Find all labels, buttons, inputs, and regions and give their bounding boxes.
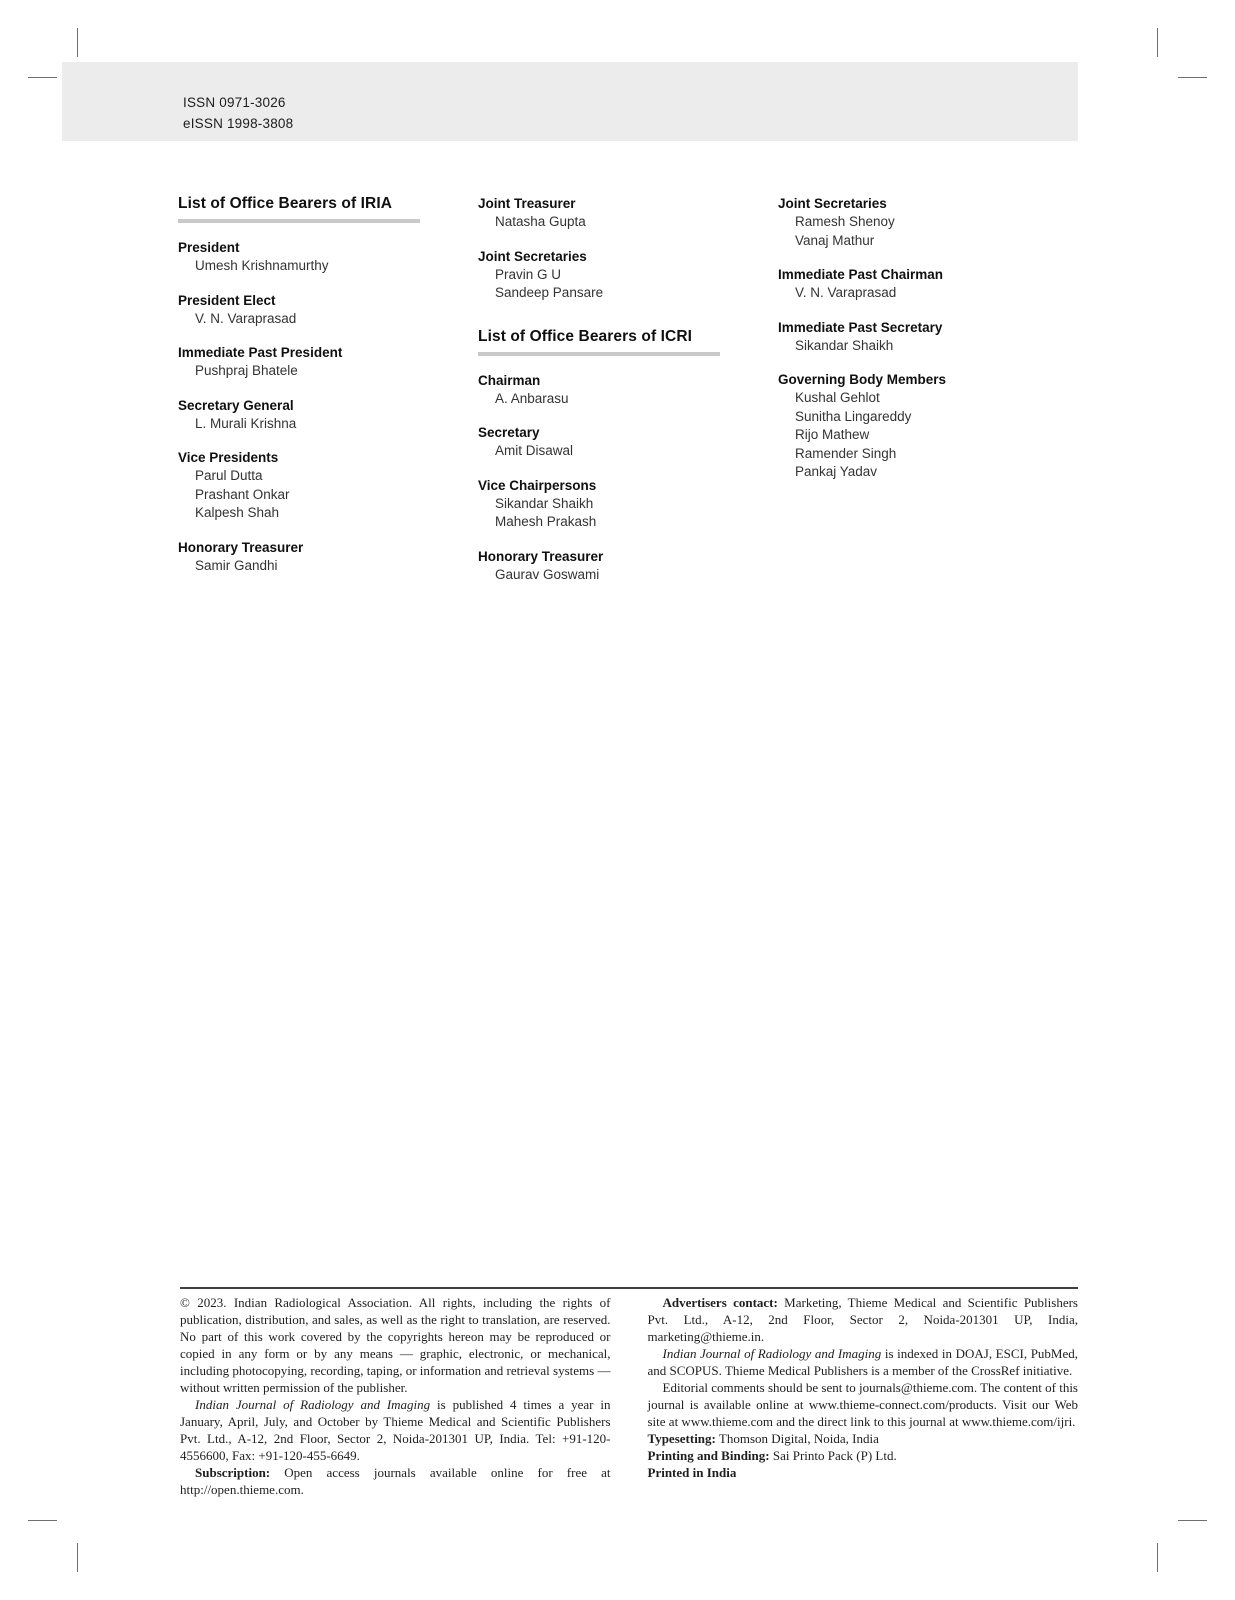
member-name: Kushal Gehlot [795, 390, 880, 405]
footer-text-run: Thomson Digital, Noida, India [715, 1431, 879, 1446]
issn-banner-text [62, 62, 1078, 134]
role-label: Immediate Past Secretary [778, 319, 943, 335]
role-label: Secretary General [178, 397, 294, 413]
footer-text-run: is indexed in DOAJ, ESCI, PubMed, and SCOPUS. Thieme Medical Publishers is a member of the CrossRef initiative. [647, 1346, 1079, 1378]
office-group [478, 371, 720, 409]
crop-mark-bottom-right-horizontal [1178, 1520, 1207, 1521]
role-label: Secretary [478, 425, 540, 440]
footer-paragraph [180, 1294, 611, 1396]
member-name: V. N. Varaprasad [795, 285, 897, 300]
member-name: Parul Dutta [195, 468, 263, 483]
footer-paragraph [648, 1464, 1079, 1481]
section-heading-block [478, 327, 720, 356]
issn-label: ISSN 0971-3026 [183, 95, 286, 110]
member-name: Samir Gandhi [195, 557, 278, 573]
role-label: Governing Body Members [778, 372, 947, 387]
crop-mark-top-right-horizontal [1178, 77, 1207, 78]
member-name: Natasha Gupta [495, 214, 586, 229]
footer-paragraph [648, 1447, 1079, 1464]
office-group [178, 538, 420, 576]
crop-mark-top-left-vertical [77, 28, 78, 57]
member-name: Rijo Mathew [795, 427, 870, 442]
footer-text-run: Open access journals available online for free at http://open.thieme.com. [180, 1465, 611, 1497]
footer-paragraph [648, 1379, 1079, 1430]
role-label: Immediate Past Chairman [778, 267, 944, 282]
footer-paragraph [180, 1464, 611, 1498]
office-group [178, 396, 420, 434]
footer-paragraph [648, 1294, 1079, 1345]
office-group [178, 343, 420, 381]
role-label: Vice Presidents [178, 450, 279, 465]
office-bearers-column [178, 194, 420, 584]
crop-mark-top-right-vertical [1157, 28, 1158, 57]
footer [180, 1294, 1078, 1498]
role-label: Honorary Treasurer [178, 539, 304, 555]
crop-mark-bottom-left-vertical [77, 1543, 78, 1572]
office-group [478, 547, 720, 585]
role-label: Vice Chairpersons [478, 477, 597, 493]
office-group [178, 291, 420, 329]
section-title: List of Office Bearers of IRIA [178, 195, 393, 212]
section-heading-block [178, 194, 420, 223]
footer-col-left [180, 1294, 611, 1498]
office-group [478, 194, 720, 232]
footer-text-run: Subscription: [195, 1465, 271, 1480]
section-title: List of Office Bearers of ICRI [478, 327, 693, 345]
member-name: Sikandar Shaikh [795, 337, 894, 353]
role-label: Chairman [478, 372, 541, 388]
issn-banner [62, 62, 1078, 141]
role-label: Joint Treasurer [478, 196, 576, 211]
office-group [778, 265, 1020, 303]
footer-text-run: Indian Journal of Radiology and Imaging [662, 1346, 882, 1361]
role-label: Joint Secretaries [778, 196, 887, 211]
member-name: Amit Disawal [495, 443, 574, 458]
footer-paragraph [180, 1396, 611, 1464]
section-title-underline [178, 219, 420, 223]
footer-text-run: © 2023. Indian Radiological Association. All rights, including the rights of publication, distribution, and sales, as well as the right to translation, are reserved. No part of this work covered by the copyrights hereon may be reproduced or copied in any form or by any means — graphic, electronic, or mechanical, including photocopying, recording, taping, or information and retrieval systems — without written permission of the publisher. [180, 1295, 611, 1395]
footer-text-run: is published 4 times a year in January, April, July, and October by Thieme Medical and Scientific Publishers Pvt. Ltd., A-12, 2nd Floor, Sector 2, Noida-201301 UP, India. Tel: +91-120-4556600, Fax: +91-120-455-6649. [180, 1397, 611, 1463]
footer-paragraph [648, 1430, 1079, 1447]
office-group [478, 423, 720, 461]
member-name: Sunitha Lingareddy [795, 408, 912, 424]
member-name: V. N. Varaprasad [195, 310, 297, 326]
role-label: Immediate Past President [178, 345, 343, 360]
member-name: Kalpesh Shah [195, 505, 280, 520]
member-name: A. Anbarasu [495, 390, 569, 406]
footer-divider [180, 1287, 1078, 1289]
crop-mark-top-left-horizontal [28, 77, 57, 78]
footer-text-run: Typesetting: [647, 1431, 716, 1446]
office-group [478, 247, 720, 303]
member-name: Vanaj Mathur [795, 232, 875, 248]
office-group [178, 238, 420, 276]
member-name: Umesh Krishnamurthy [195, 258, 329, 273]
role-label: President [178, 240, 240, 255]
section-title-underline [478, 352, 720, 356]
office-group [778, 194, 1020, 250]
footer-text-run: Printing and Binding: [647, 1448, 770, 1463]
member-name: Sandeep Pansare [495, 285, 604, 300]
footer-text-run: Sai Printo Pack (P) Ltd. [769, 1448, 897, 1463]
office-group [478, 476, 720, 532]
footer-paragraph [648, 1345, 1079, 1379]
role-label: President Elect [178, 292, 276, 308]
office-bearers [178, 194, 1020, 584]
eissn-label: eISSN 1998-3808 [183, 116, 294, 131]
role-label: Joint Secretaries [478, 248, 587, 264]
footer-text-run: Advertisers contact: [662, 1295, 778, 1310]
member-name: L. Murali Krishna [195, 415, 297, 431]
footer-text-run: Printed in India [647, 1465, 737, 1480]
footer-text-run: Marketing, Thieme Medical and Scientific Publishers Pvt. Ltd., A-12, 2nd Floor, Sector 2, Noida-201301 UP, India, marketing@thieme.in. [647, 1295, 1078, 1344]
office-bearers-column [778, 194, 1020, 584]
member-name: Mahesh Prakash [495, 514, 597, 529]
member-name: Pravin G U [495, 266, 562, 282]
member-name: Ramender Singh [795, 445, 897, 461]
office-bearers-column [478, 194, 720, 584]
footer-col-right [648, 1294, 1079, 1498]
member-name: Prashant Onkar [195, 486, 290, 502]
member-name: Sikandar Shaikh [495, 495, 594, 511]
member-name: Ramesh Shenoy [795, 214, 895, 229]
crop-mark-bottom-left-horizontal [28, 1520, 57, 1521]
role-label: Honorary Treasurer [478, 548, 604, 564]
office-group [778, 318, 1020, 356]
footer-text-run: Indian Journal of Radiology and Imaging [195, 1397, 431, 1412]
member-name: Pankaj Yadav [795, 464, 878, 479]
office-group [778, 370, 1020, 482]
member-name: Gaurav Goswami [495, 566, 600, 582]
footer-text-run: Editorial comments should be sent to journals@thieme.com. The content of this journal is available online at www.thieme-connect.com/products. Visit our Web site at www.thieme.com and the direct link to this journal at www.thieme.com/ijri. [647, 1380, 1078, 1429]
office-group [178, 448, 420, 523]
crop-mark-bottom-right-vertical [1157, 1543, 1158, 1572]
member-name: Pushpraj Bhatele [195, 363, 298, 378]
